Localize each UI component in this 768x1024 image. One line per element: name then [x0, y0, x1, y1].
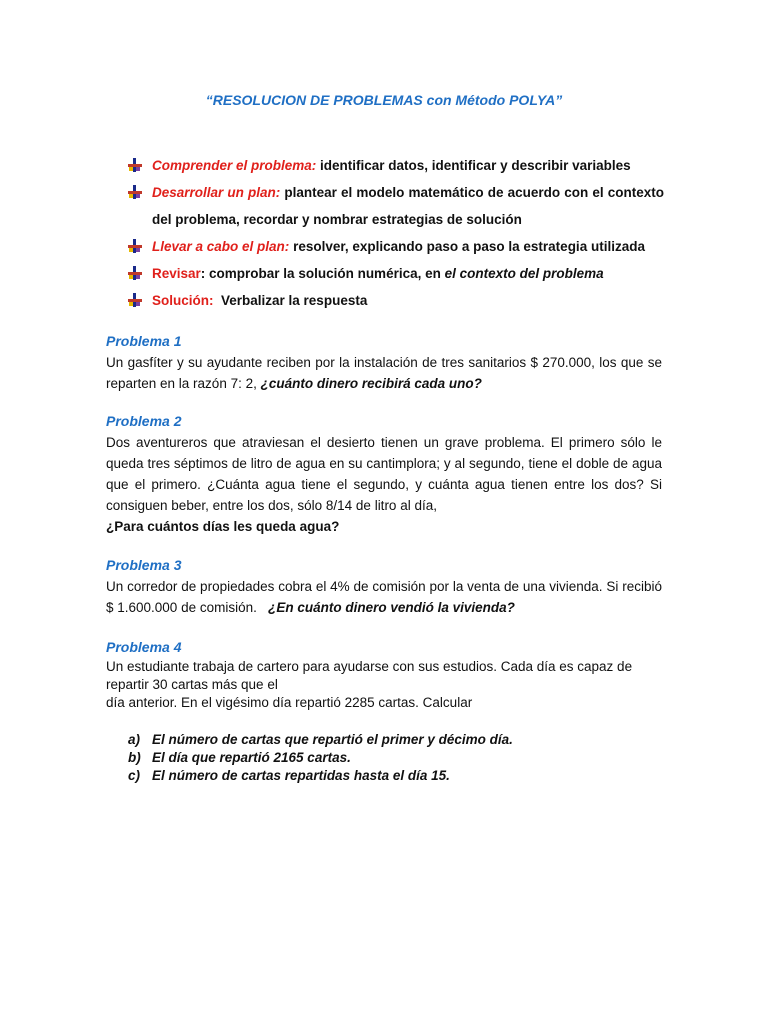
step-label: Llevar a cabo el plan: [152, 239, 290, 254]
step-comprender [128, 152, 664, 179]
step-text: resolver, explicando paso a paso la estrategia utilizada [289, 239, 645, 254]
step-label: Desarrollar un plan: [152, 185, 281, 200]
problem-2 [106, 411, 662, 537]
problem-1 [106, 331, 662, 394]
step-label: Revisar [152, 266, 201, 281]
step-label: Comprender el problema: [152, 158, 317, 173]
problem-text: Un corredor de propiedades cobra el 4% de comisión por la venta de una vivienda. Si recibió $ 1.600.000 de comisión. [106, 579, 666, 615]
problem-text: Un estudiante trabaja de cartero para ayudarse con sus estudios. Cada día es capaz de repartir 30 cartas más que el [106, 659, 633, 692]
step-llevar [128, 233, 664, 260]
problem-4 [106, 637, 662, 712]
list-item [128, 731, 648, 749]
bullet-icon [128, 158, 142, 172]
document-title: “RESOLUCION DE PROBLEMAS con Método POLYA” [205, 92, 563, 108]
step-text: identificar datos, identificar y describir variables [316, 158, 631, 173]
problem-title: Problema 2 [106, 413, 182, 429]
item-label: a) [128, 732, 141, 747]
list-item [128, 767, 648, 785]
step-label: Solución: [152, 293, 214, 308]
list-item [128, 749, 648, 767]
problem-text: día anterior. En el vigésimo día repartió 2285 cartas. Calcular [106, 695, 473, 710]
bullet-icon [128, 239, 142, 253]
step-solucion [128, 287, 664, 314]
problem-title: Problema 3 [106, 557, 182, 573]
step-desarrollar [128, 179, 664, 233]
step-text: plantear el modelo matemático de acuerdo con el contexto del problema, recordar y nombrar estrategias de solución [152, 185, 664, 227]
polya-steps [128, 152, 664, 314]
problem-3 [106, 555, 666, 618]
item-text: El día que repartió 2165 cartas. [152, 750, 351, 765]
step-text: Verbalizar la respuesta [213, 293, 368, 308]
bullet-icon [128, 266, 142, 280]
item-text: El número de cartas repartidas hasta el día 15. [152, 768, 450, 783]
problem-title: Problema 4 [106, 639, 182, 655]
item-text: El número de cartas que repartió el primer y décimo día. [152, 732, 513, 747]
step-revisar [128, 260, 664, 287]
problem-question: ¿Para cuántos días les queda agua? [106, 519, 340, 534]
problem-4-items [128, 731, 648, 785]
problem-text: Un gasfíter y su ayudante reciben por la instalación de tres sanitarios $ 270.000, los que se reparten en la razón 7: 2, [106, 355, 662, 391]
bullet-icon [128, 185, 142, 199]
step-text-italic: el contexto del problema [444, 266, 604, 281]
problem-title: Problema 1 [106, 333, 182, 349]
problem-question: ¿cuánto dinero recibirá cada uno? [260, 376, 482, 391]
problem-text: Dos aventureros que atraviesan el desierto tienen un grave problema. El primero sólo le queda tres séptimos de litro de agua en su cantimplora; y al segundo, tiene el doble de agua que el primero. ¿Cuánta agua tiene el segundo, y cuánta agua tienen entre los dos? Si consiguen beber, entre los dos, sólo 8/14 de litro al día, [106, 435, 662, 513]
item-label: c) [128, 768, 141, 783]
step-text: : comprobar la solución numérica, en [200, 266, 445, 281]
problem-question: ¿En cuánto dinero vendió la vivienda? [268, 600, 515, 615]
item-label: b) [128, 750, 141, 765]
bullet-icon [128, 293, 142, 307]
